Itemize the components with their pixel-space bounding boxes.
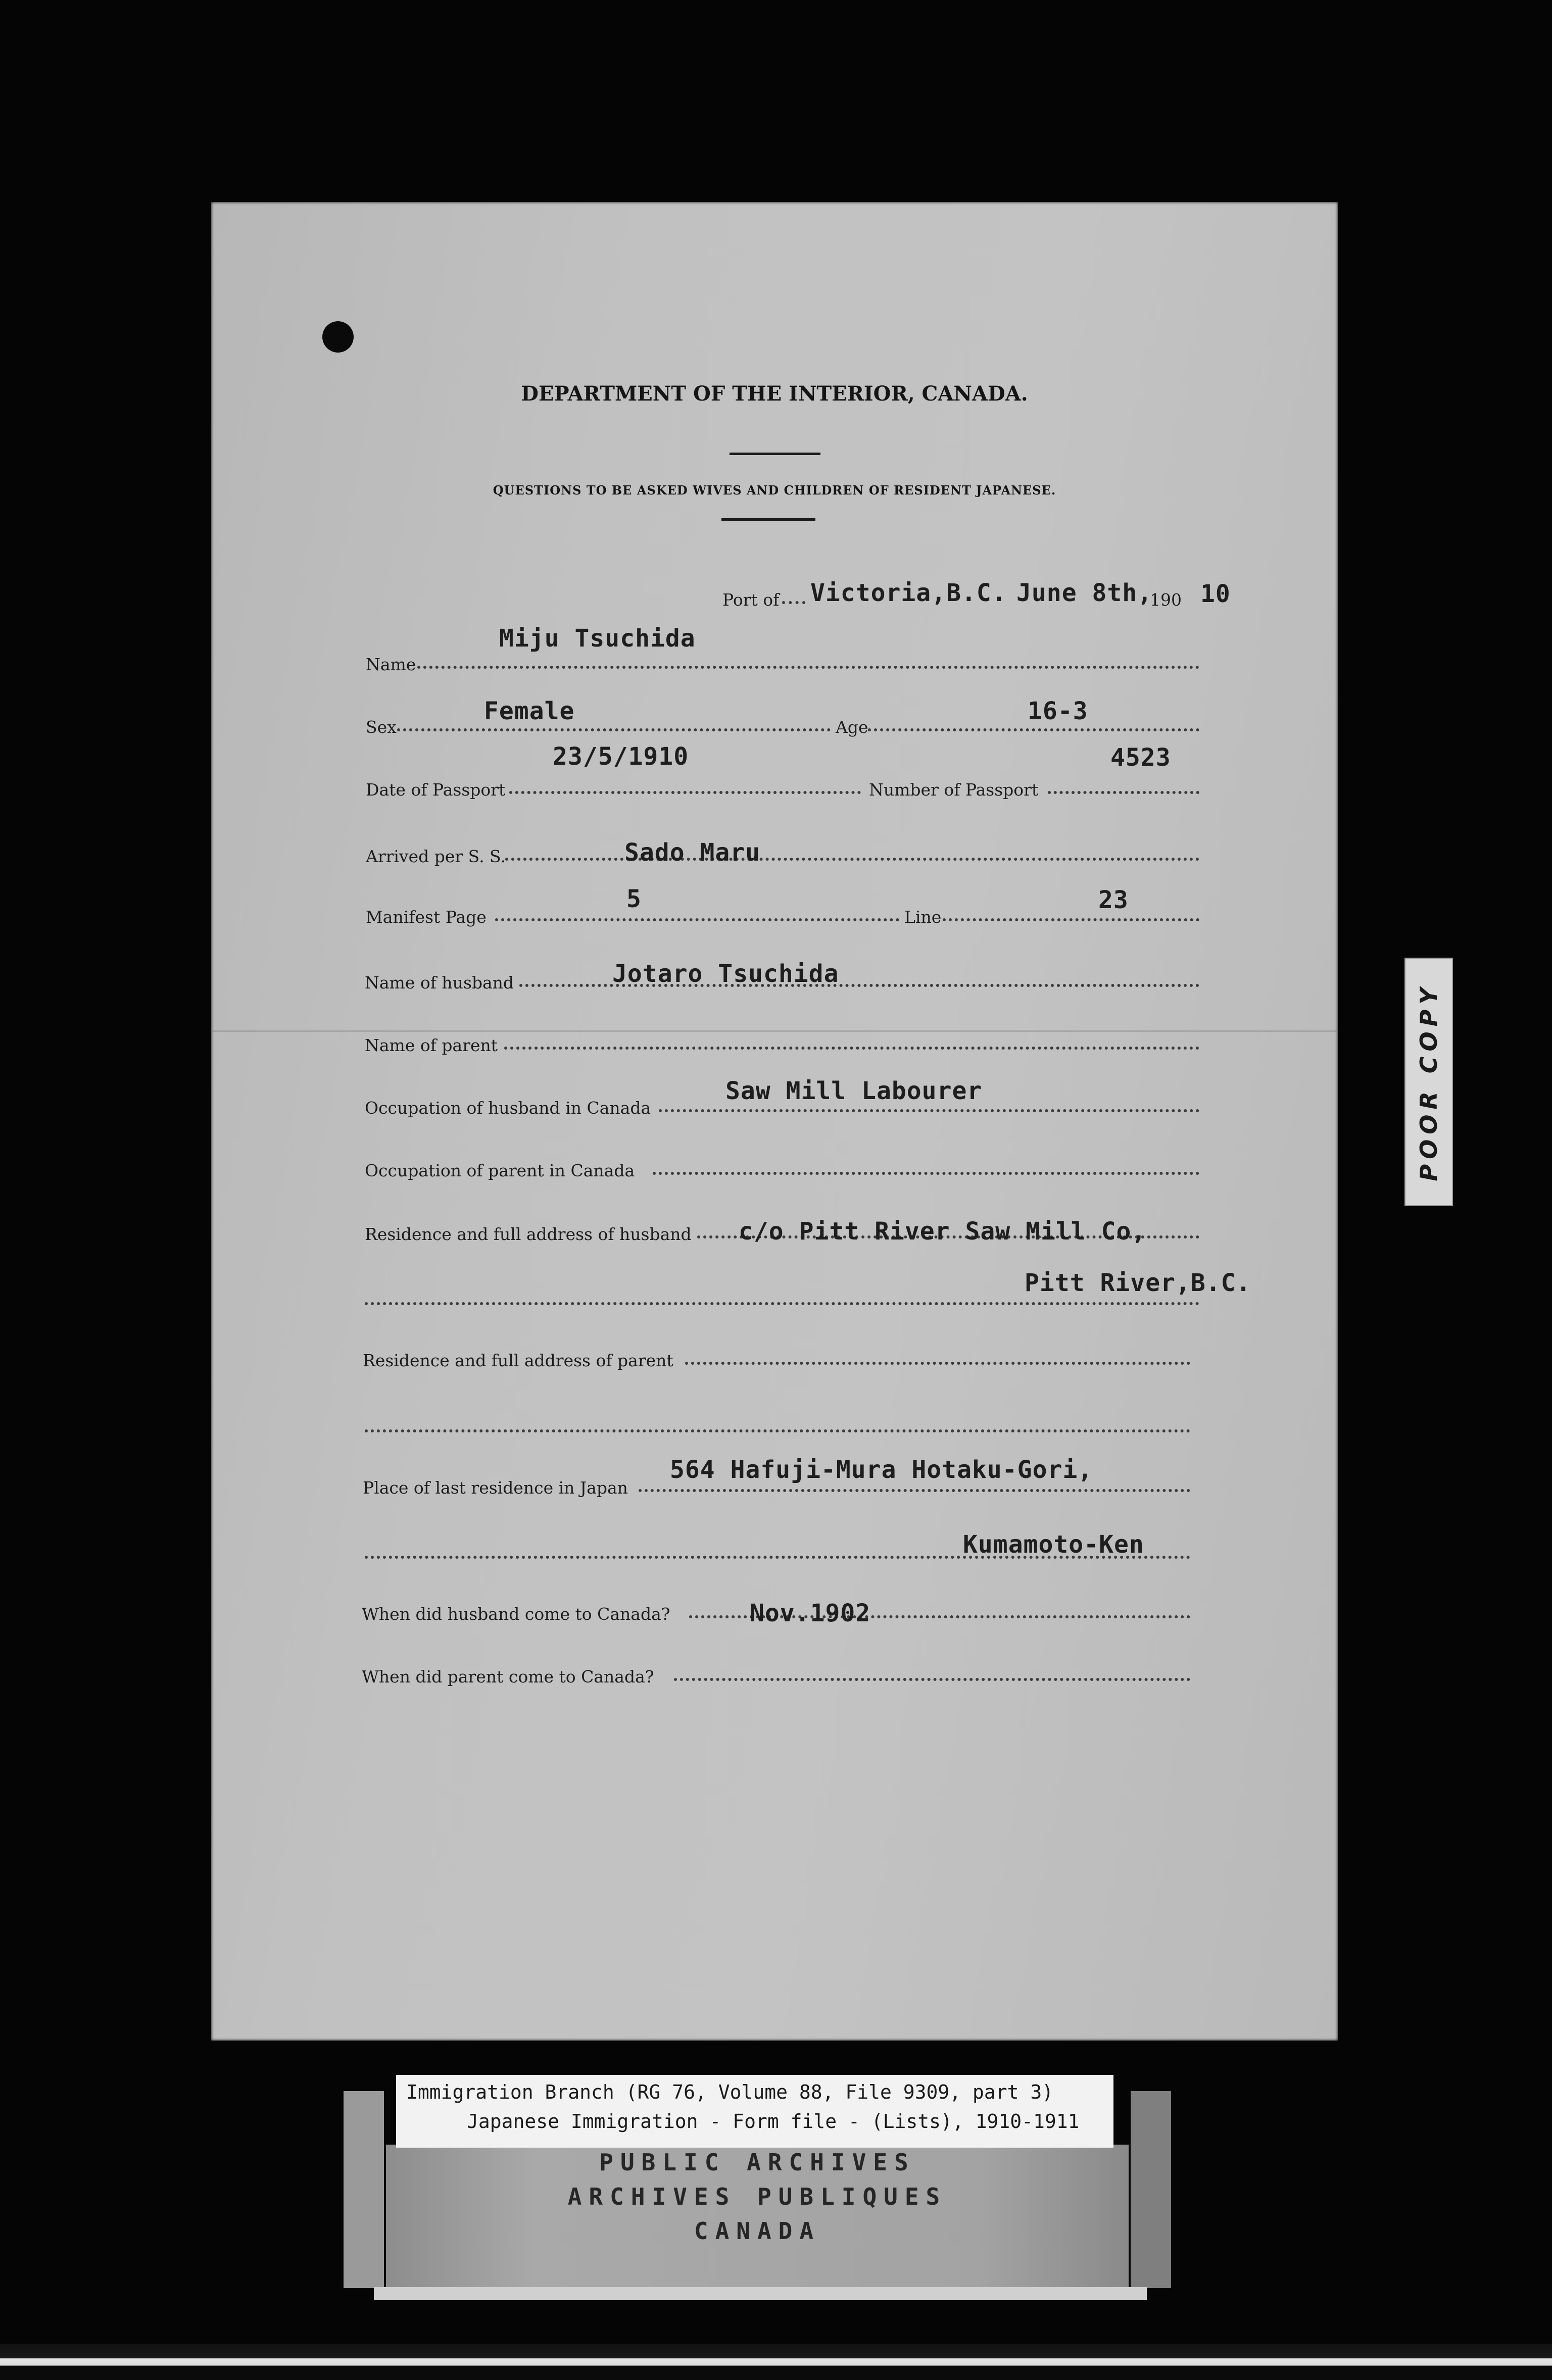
husband-address-dots-2 bbox=[365, 1302, 1199, 1305]
port-label: Port of bbox=[722, 590, 780, 610]
archive-label-card bbox=[396, 2075, 1113, 2148]
date-of-passport-value: 23/5/1910 bbox=[553, 742, 689, 771]
film-bottom-edge bbox=[0, 2344, 1552, 2380]
husband-came-value: Nov.1902 bbox=[750, 1599, 871, 1627]
archive-label-line2: Japanese Immigration - Form file - (Lists), 1910-1911 bbox=[467, 2110, 1080, 2133]
parent-occupation-label: Occupation of parent in Canada bbox=[365, 1161, 635, 1180]
port-dots-1 bbox=[782, 601, 805, 604]
husband-name-label: Name of husband bbox=[365, 973, 514, 993]
line-label: Line bbox=[904, 907, 942, 927]
line-dots bbox=[943, 918, 1199, 921]
department-title: DEPARTMENT OF THE INTERIOR, CANADA. bbox=[521, 382, 1028, 406]
parent-came-label: When did parent come to Canada? bbox=[362, 1667, 654, 1687]
age-label: Age bbox=[836, 717, 868, 737]
sex-dots bbox=[397, 728, 831, 731]
sex-label: Sex bbox=[366, 717, 397, 737]
punch-hole bbox=[322, 321, 354, 353]
number-of-passport-label: Number of Passport bbox=[869, 780, 1039, 800]
parent-address-dots-2 bbox=[365, 1429, 1190, 1432]
date-of-passport-dots bbox=[509, 791, 861, 794]
archives-stamp-line3: CANADA bbox=[694, 2217, 821, 2245]
husband-occupation-dots bbox=[659, 1109, 1199, 1112]
number-of-passport-value: 4523 bbox=[1110, 743, 1171, 772]
stamp-frame-left bbox=[344, 2091, 384, 2288]
arrived-value: Sado Maru bbox=[624, 838, 761, 867]
japan-residence-label: Place of last residence in Japan bbox=[363, 1478, 628, 1498]
parent-name-dots bbox=[504, 1047, 1199, 1050]
japan-residence-dots bbox=[639, 1489, 1190, 1492]
date-of-passport-label: Date of Passport bbox=[366, 780, 506, 800]
form-paper bbox=[211, 202, 1338, 2041]
number-of-passport-dots bbox=[1048, 791, 1199, 794]
japan-residence-line2: Kumamoto-Ken bbox=[963, 1530, 1144, 1559]
age-value: 16-3 bbox=[1028, 697, 1088, 725]
stamp-frame-right bbox=[1131, 2091, 1171, 2288]
poor-copy-text: POOR COPY bbox=[1415, 982, 1442, 1181]
japan-residence-line1: 564 Hafuji-Mura Hotaku-Gori, bbox=[670, 1456, 1093, 1484]
year-prefix: 190 bbox=[1150, 590, 1182, 610]
parent-name-label: Name of parent bbox=[365, 1035, 498, 1055]
manifest-page-dots bbox=[495, 918, 899, 921]
form-subtitle: QUESTIONS TO BE ASKED WIVES AND CHILDREN OF RESIDENT JAPANESE. bbox=[493, 483, 1056, 498]
manifest-page-label: Manifest Page bbox=[366, 907, 487, 927]
husband-address-line1: c/o Pitt River Saw Mill Co, bbox=[739, 1217, 1147, 1246]
header-rule-top bbox=[730, 453, 820, 455]
parent-came-dots bbox=[674, 1678, 1190, 1681]
header-rule-bottom bbox=[721, 518, 815, 521]
parent-occupation-dots bbox=[653, 1172, 1199, 1175]
arrived-label: Arrived per S. S. bbox=[366, 847, 506, 866]
poor-copy-stamp bbox=[1404, 958, 1453, 1206]
husband-name-value: Jotaro Tsuchida bbox=[612, 960, 839, 988]
stamp-base-strip bbox=[374, 2287, 1147, 2300]
name-value: Miju Tsuchida bbox=[499, 624, 696, 653]
manifest-page-value: 5 bbox=[626, 885, 642, 913]
husband-occupation-label: Occupation of husband in Canada bbox=[365, 1098, 651, 1118]
parent-address-label: Residence and full address of parent bbox=[363, 1351, 673, 1370]
year-suffix: 10 bbox=[1200, 580, 1231, 608]
name-dots bbox=[417, 666, 1199, 669]
archive-label-line1: Immigration Branch (RG 76, Volume 88, File 9309, part 3) bbox=[406, 2081, 1054, 2103]
archives-stamp-line2: ARCHIVES PUBLIQUES bbox=[567, 2183, 947, 2210]
husband-occupation-value: Saw Mill Labourer bbox=[725, 1077, 983, 1105]
parent-address-dots bbox=[685, 1362, 1190, 1365]
age-dots bbox=[868, 728, 1199, 731]
date-value: June 8th, bbox=[1016, 579, 1153, 607]
name-label: Name bbox=[366, 655, 416, 674]
port-value: Victoria,B.C. bbox=[810, 579, 1007, 607]
arrived-dots bbox=[505, 858, 1199, 861]
line-value: 23 bbox=[1098, 886, 1129, 914]
husband-address-label: Residence and full address of husband bbox=[365, 1224, 692, 1244]
sex-value: Female bbox=[484, 697, 575, 725]
husband-address-line2: Pitt River,B.C. bbox=[1025, 1269, 1251, 1297]
husband-came-label: When did husband come to Canada? bbox=[362, 1604, 670, 1624]
archives-stamp-line1: PUBLIC ARCHIVES bbox=[599, 2149, 915, 2176]
